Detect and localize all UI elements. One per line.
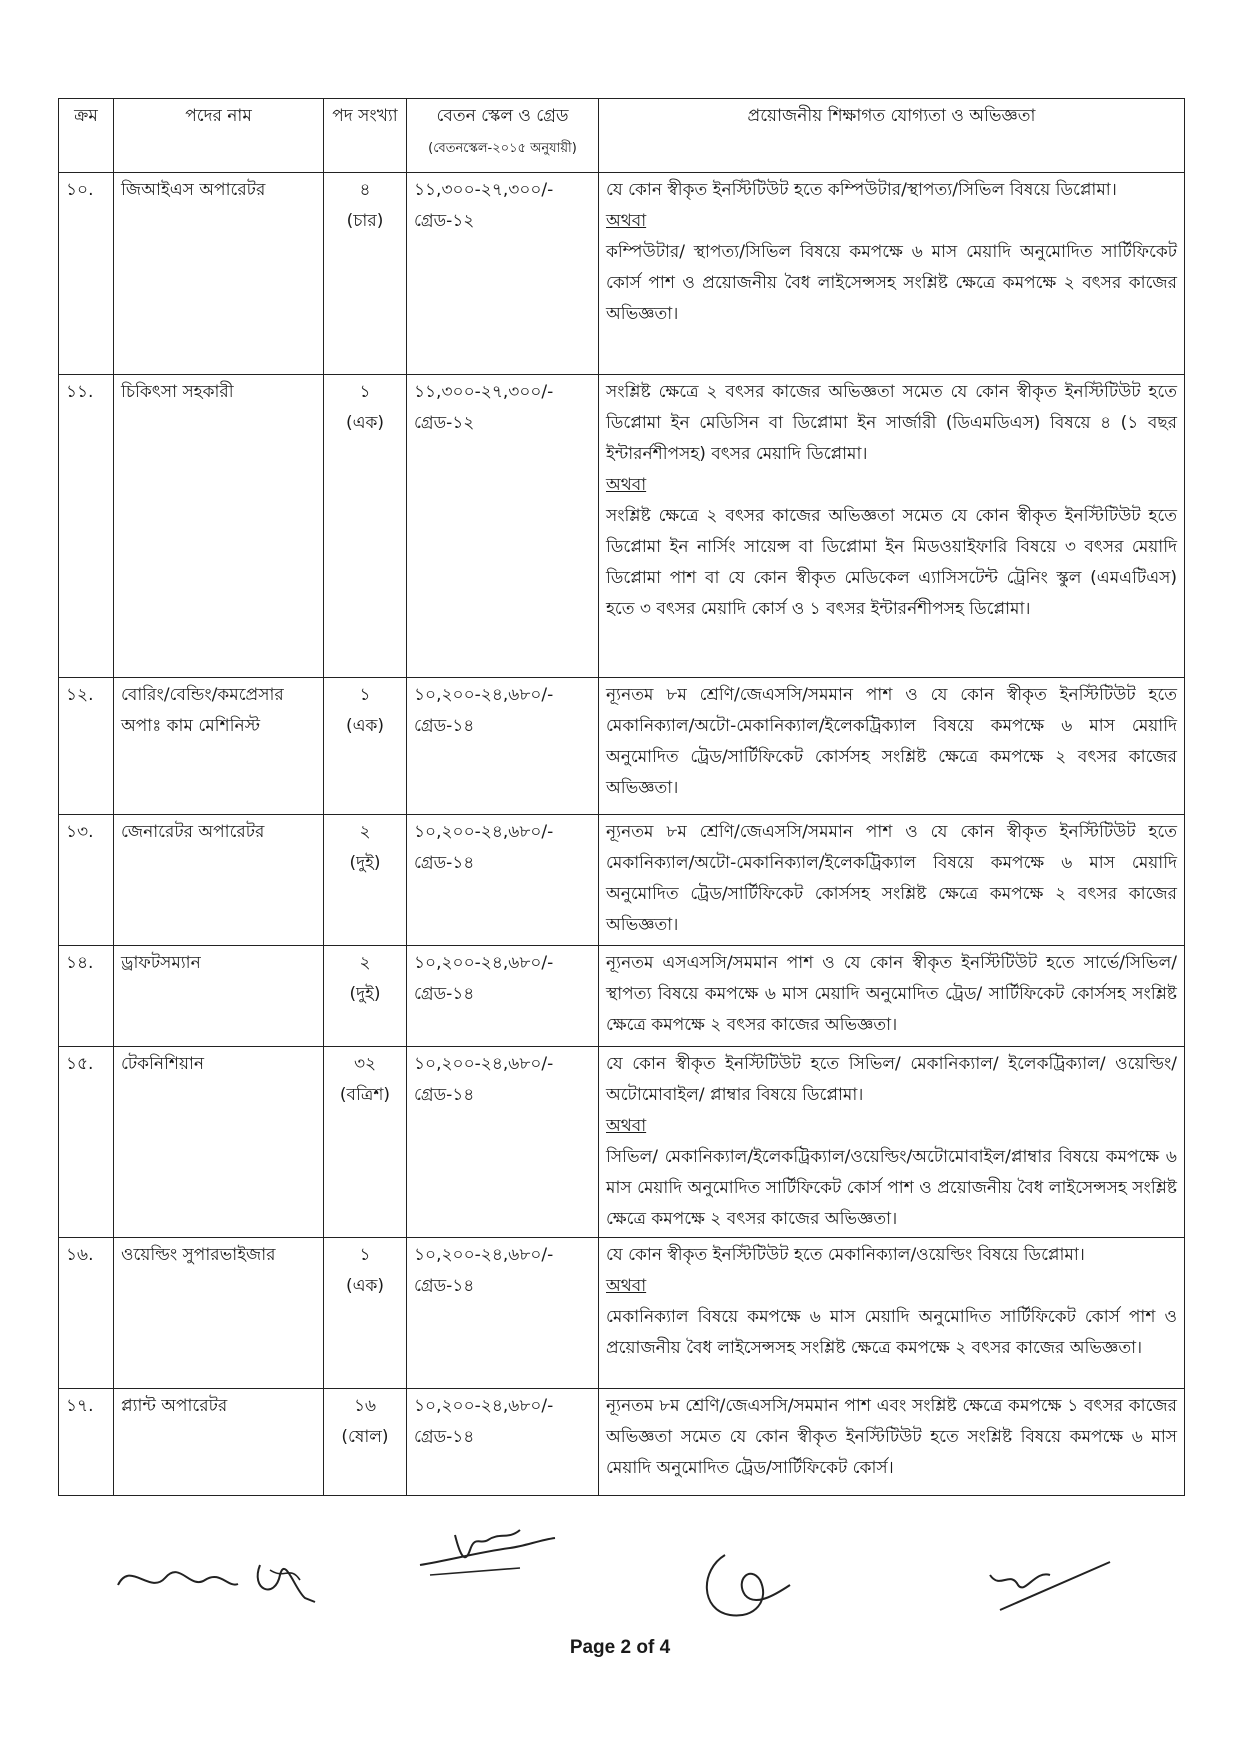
qualification-text: ন্যূনতম ৮ম শ্রেণি/জেএসসি/সমমান পাশ এবং সংশ্লিষ্ট ক্ষেত্রে কমপক্ষে ১ বৎসর কাজের অভিজ্ঞতা সমেত যে কোন স্বীকৃত ইনস্টিটিউট হতে সংশ্লিষ্ট বিষয়ে কমপক্ষে ৬ মাস মেয়াদি অনুমোদিত ট্রেড/সার্টিফিকেট কোর্স।: [606, 1396, 1177, 1478]
grade-label: গ্রেড-১৪: [414, 1276, 475, 1296]
page-mid: of: [631, 1637, 660, 1658]
scale-range: ১০,২০০-২৪,৬৮০/-: [414, 953, 554, 973]
count-words: (এক): [345, 1276, 385, 1296]
row-post-name: জেনারেটর অপারেটর: [114, 815, 324, 946]
row-scale: [407, 1238, 599, 1389]
table-header-row: [59, 99, 1185, 173]
row-qualification: [599, 1047, 1185, 1238]
table-row: [59, 678, 1185, 815]
count-number: ৩২: [353, 1054, 377, 1074]
row-serial: ১৬.: [59, 1238, 114, 1389]
row-qualification: [599, 173, 1185, 375]
requirements-table: [58, 98, 1185, 1496]
signature-4: [980, 1550, 1120, 1620]
row-scale: [407, 1047, 599, 1238]
grade-label: গ্রেড-১৪: [414, 984, 475, 1004]
qualification-alt-text: কম্পিউটার/ স্থাপত্য/সিভিল বিষয়ে কমপক্ষে ৬ মাস মেয়াদি অনুমোদিত সার্টিফিকেট কোর্স পাশ ও প্রয়োজনীয় বৈধ লাইসেন্সসহ সংশ্লিষ্ট ক্ষেত্রে কমপক্ষে ২ বৎসর কাজের অভিজ্ঞতা।: [606, 242, 1177, 324]
qualification-text: যে কোন স্বীকৃত ইনস্টিটিউট হতে কম্পিউটার/স্থাপত্য/সিভিল বিষয়ে ডিপ্লোমা।: [606, 180, 1117, 200]
header-serial: ক্রম: [59, 99, 114, 173]
page-prefix: Page: [569, 1637, 621, 1658]
scale-range: ১১,৩০০-২৭,৩০০/-: [414, 180, 554, 200]
row-count: [324, 173, 407, 375]
row-scale: [407, 946, 599, 1047]
row-serial: ১৫.: [59, 1047, 114, 1238]
count-words: (চার): [346, 211, 384, 231]
signature-3: [690, 1545, 810, 1630]
row-qualification: [599, 1389, 1185, 1496]
qualification-alt-text: সিভিল/ মেকানিক্যাল/ইলেকট্রিক্যাল/ওয়েল্ডিং/অটোমোবাইল/প্লাম্বার বিষয়ে কমপক্ষে ৬ মাস মেয়াদি অনুমোদিত সার্টিফিকেট কোর্স পাশ ও প্রয়োজনীয় বৈধ লাইসেন্সসহ সংশ্লিষ্ট ক্ষেত্রে কমপক্ষে ২ বৎসর কাজের অভিজ্ঞতা।: [606, 1147, 1177, 1229]
row-serial: ১৩.: [59, 815, 114, 946]
grade-label: গ্রেড-১৪: [414, 1427, 475, 1447]
row-post-name: প্ল্যান্ট অপারেটর: [114, 1389, 324, 1496]
row-post-name: বোরিং/বেন্ডিং/কমপ্রেসার অপাঃ কাম মেশিনিস্ট: [114, 678, 324, 815]
qualification-text: ন্যূনতম এসএসসি/সমমান পাশ ও যে কোন স্বীকৃত ইনস্টিটিউট হতে সার্ভে/সিভিল/স্থাপত্য বিষয়ে কমপক্ষে ৬ মাস মেয়াদি অনুমোদিত ট্রেড/ সার্টিফিকেট কোর্সসহ সংশ্লিষ্ট ক্ষেত্রে কমপক্ষে ২ বৎসর কাজের অভিজ্ঞতা।: [606, 953, 1177, 1035]
or-label: অথবা: [606, 211, 647, 231]
signature-2: [410, 1510, 570, 1585]
signature-1: [110, 1540, 320, 1615]
table-row: [59, 1389, 1185, 1496]
or-label: অথবা: [606, 475, 647, 495]
row-qualification: [599, 946, 1185, 1047]
or-label: অথবা: [606, 1276, 647, 1296]
scale-range: ১০,২০০-২৪,৬৮০/-: [414, 1396, 554, 1416]
count-words: (দুই): [349, 984, 381, 1004]
row-count: [324, 815, 407, 946]
qualification-text: ন্যূনতম ৮ম শ্রেণি/জেএসসি/সমমান পাশ ও যে কোন স্বীকৃত ইনস্টিটিউট হতে মেকানিক্যাল/অটো-মেকানিক্যাল/ইলেকট্রিক্যাল বিষয়ে কমপক্ষে ৬ মাস মেয়াদি অনুমোদিত ট্রেড/সার্টিফিকেট কোর্সসহ সংশ্লিষ্ট ক্ষেত্রে কমপক্ষে ২ বৎসর কাজের অভিজ্ঞতা।: [606, 685, 1177, 798]
table-row: [59, 1047, 1185, 1238]
row-count: [324, 946, 407, 1047]
grade-label: গ্রেড-১৪: [414, 716, 475, 736]
row-scale: [407, 678, 599, 815]
qualification-text: যে কোন স্বীকৃত ইনস্টিটিউট হতে সিভিল/ মেকানিক্যাল/ ইলেকট্রিক্যাল/ ওয়েল্ডিং/ অটোমোবাইল/ প্লাম্বার বিষয়ে ডিপ্লোমা।: [606, 1054, 1177, 1105]
count-number: ১: [359, 382, 371, 402]
row-post-name: চিকিৎসা সহকারী: [114, 375, 324, 678]
count-number: ১৬: [353, 1396, 377, 1416]
count-words: (ষোল): [341, 1427, 389, 1447]
header-scale: [407, 99, 599, 173]
count-number: ১: [359, 685, 371, 705]
count-number: ২: [359, 822, 371, 842]
count-words: (বত্রিশ): [339, 1085, 391, 1105]
count-words: (এক): [345, 716, 385, 736]
qualification-text: যে কোন স্বীকৃত ইনস্টিটিউট হতে মেকানিক্যাল/ওয়েল্ডিং বিষয়ে ডিপ্লোমা।: [606, 1245, 1085, 1265]
scale-range: ১০,২০০-২৪,৬৮০/-: [414, 685, 554, 705]
scale-range: ১০,২০০-২৪,৬৮০/-: [414, 1245, 554, 1265]
row-post-name: ড্রাফটসম্যান: [114, 946, 324, 1047]
row-qualification: [599, 678, 1185, 815]
count-number: ৪: [359, 180, 371, 200]
row-qualification: [599, 1238, 1185, 1389]
count-number: ২: [359, 953, 371, 973]
grade-label: গ্রেড-১২: [414, 413, 475, 433]
row-serial: ১২.: [59, 678, 114, 815]
qualification-text: ন্যূনতম ৮ম শ্রেণি/জেএসসি/সমমান পাশ ও যে কোন স্বীকৃত ইনস্টিটিউট হতে মেকানিক্যাল/অটো-মেকানিক্যাল/ইলেকট্রিক্যাল বিষয়ে কমপক্ষে ৬ মাস মেয়াদি অনুমোদিত ট্রেড/সার্টিফিকেট কোর্সসহ সংশ্লিষ্ট ক্ষেত্রে কমপক্ষে ২ বৎসর কাজের অভিজ্ঞতা।: [606, 822, 1177, 935]
page-total: 4: [659, 1637, 671, 1658]
scale-range: ১১,৩০০-২৭,৩০০/-: [414, 382, 554, 402]
qualification-alt-text: মেকানিক্যাল বিষয়ে কমপক্ষে ৬ মাস মেয়াদি অনুমোদিত সার্টিফিকেট কোর্স পাশ ও প্রয়োজনীয় বৈধ লাইসেন্সসহ সংশ্লিষ্ট ক্ষেত্রে কমপক্ষে ২ বৎসর কাজের অভিজ্ঞতা।: [606, 1307, 1177, 1358]
row-serial: ১০.: [59, 173, 114, 375]
count-words: (দুই): [349, 853, 381, 873]
header-qualification: প্রয়োজনীয় শিক্ষাগত যোগ্যতা ও অভিজ্ঞতা: [599, 99, 1185, 173]
header-scale-note: (বেতনস্কেল-২০১৫ অনুযায়ী): [428, 141, 577, 156]
scale-range: ১০,২০০-২৪,৬৮০/-: [414, 822, 554, 842]
row-post-name: ওয়েল্ডিং সুপারভাইজার: [114, 1238, 324, 1389]
or-label: অথবা: [606, 1116, 647, 1136]
qualification-alt-text: সংশ্লিষ্ট ক্ষেত্রে ২ বৎসর কাজের অভিজ্ঞতা সমেত যে কোন স্বীকৃত ইনস্টিটিউট হতে ডিপ্লোমা ইন নার্সিং সায়েন্স বা ডিপ্লোমা ইন মিডওয়াইফারি বিষয়ে ৩ বৎসর মেয়াদি ডিপ্লোমা পাশ বা যে কোন স্বীকৃত মেডিকেল এ্যাসিসটেন্ট ট্রেনিং স্কুল (এমএটিএস) হতে ৩ বৎসর মেয়াদি কোর্স ও ১ বৎসর ইন্টারর্নশীপসহ ডিপ্লোমা।: [606, 506, 1177, 619]
qualification-text: সংশ্লিষ্ট ক্ষেত্রে ২ বৎসর কাজের অভিজ্ঞতা সমেত যে কোন স্বীকৃত ইনস্টিটিউট হতে ডিপ্লোমা ইন মেডিসিন বা ডিপ্লোমা ইন সার্জারী (ডিএমডিএস) বিষয়ে ৪ (১ বছর ইন্টারর্নশীপসহ) বৎসর মেয়াদি ডিপ্লোমা।: [606, 382, 1177, 464]
count-words: (এক): [345, 413, 385, 433]
table-row: [59, 173, 1185, 375]
row-count: [324, 678, 407, 815]
table-row: [59, 815, 1185, 946]
row-scale: [407, 1389, 599, 1496]
row-scale: [407, 173, 599, 375]
row-serial: ১১.: [59, 375, 114, 678]
row-count: [324, 1238, 407, 1389]
page-footer: [0, 1637, 1240, 1659]
grade-label: গ্রেড-১২: [414, 211, 475, 231]
row-serial: ১৪.: [59, 946, 114, 1047]
table-row: [59, 375, 1185, 678]
row-count: [324, 1389, 407, 1496]
header-scale-label: বেতন স্কেল ও গ্রেড: [436, 106, 569, 126]
grade-label: গ্রেড-১৪: [414, 1085, 475, 1105]
grade-label: গ্রেড-১৪: [414, 853, 475, 873]
row-count: [324, 375, 407, 678]
row-scale: [407, 375, 599, 678]
header-post-name: পদের নাম: [114, 99, 324, 173]
row-post-name: জিআইএস অপারেটর: [114, 173, 324, 375]
count-number: ১: [359, 1245, 371, 1265]
row-serial: ১৭.: [59, 1389, 114, 1496]
row-qualification: [599, 815, 1185, 946]
row-count: [324, 1047, 407, 1238]
header-count: পদ সংখ্যা: [324, 99, 407, 173]
page-current: 2: [620, 1637, 632, 1658]
row-post-name: টেকনিশিয়ান: [114, 1047, 324, 1238]
table-row: [59, 946, 1185, 1047]
row-qualification: [599, 375, 1185, 678]
row-scale: [407, 815, 599, 946]
scale-range: ১০,২০০-২৪,৬৮০/-: [414, 1054, 554, 1074]
table-row: [59, 1238, 1185, 1389]
